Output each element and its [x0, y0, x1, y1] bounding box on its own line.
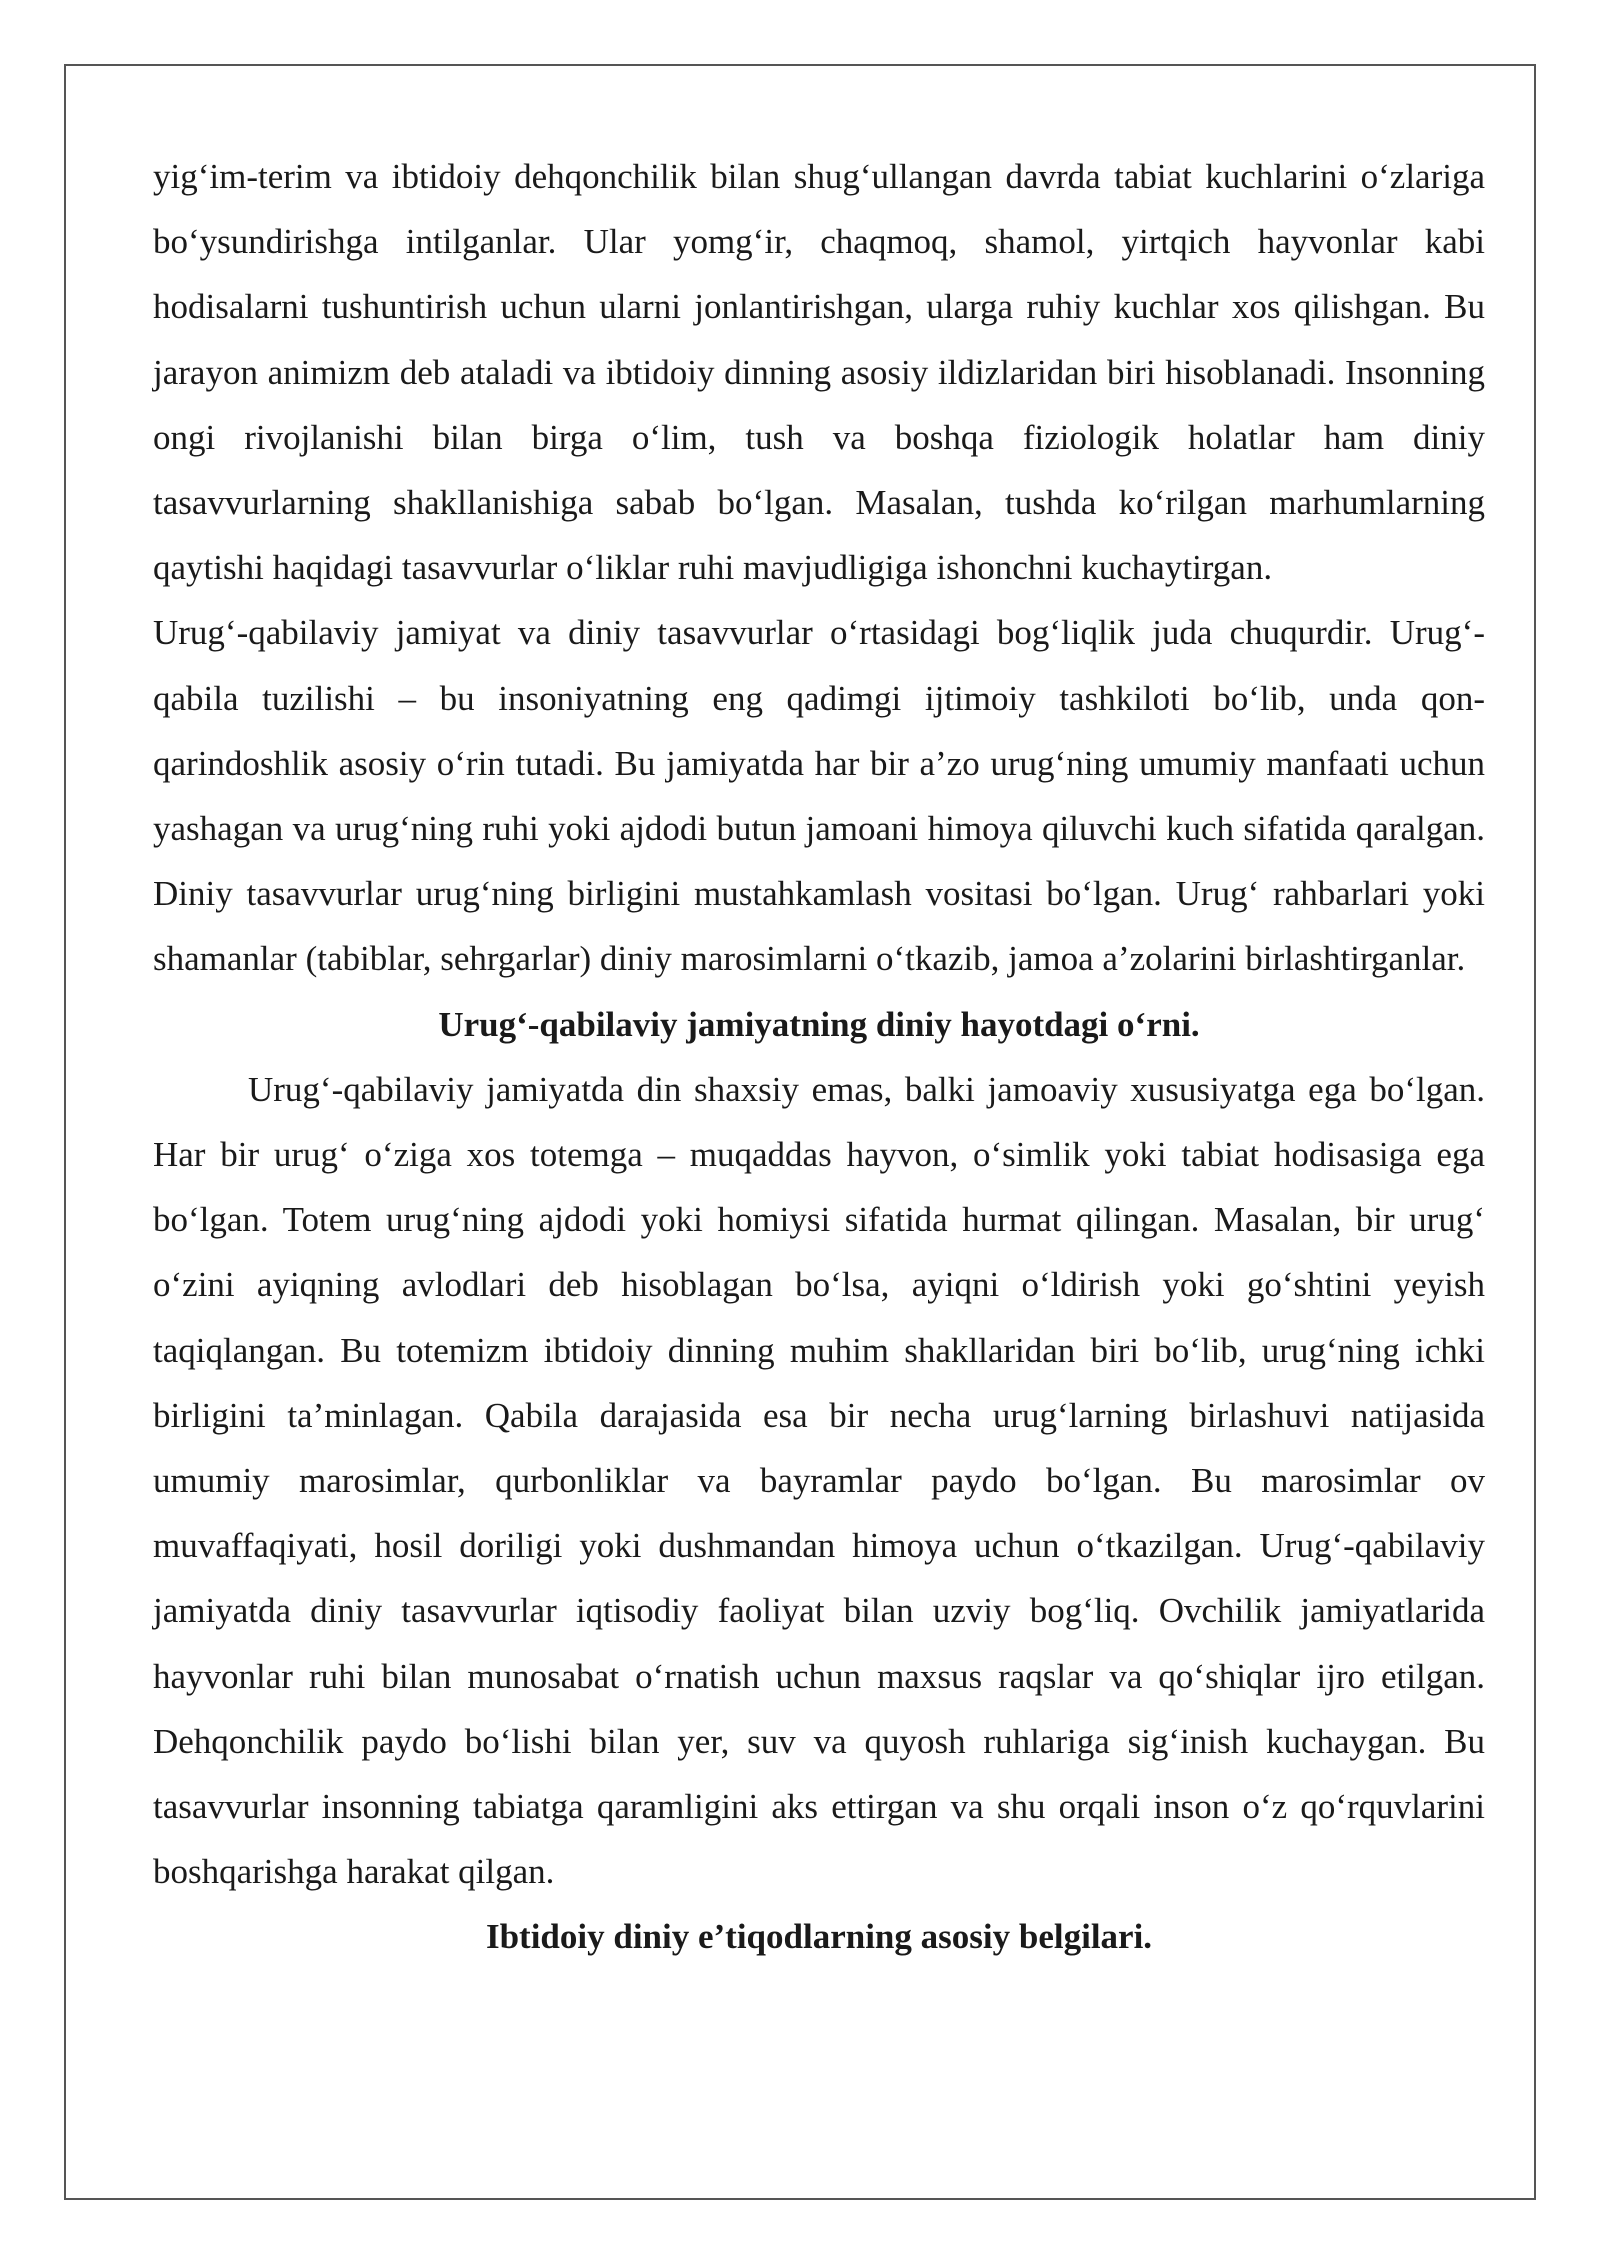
paragraph-animism: yig‘im-terim va ibtidoiy dehqonchilik bilan shug‘ullangan davrda tabiat kuchlarini o‘zlariga bo‘ysundirishga intilganlar. Ular yomg‘ir, chaqmoq, shamol, yirtqich hayvonlar kabi hodisalarni tushuntirish uchun ularni jonlantirishgan, ularga ruhiy kuchlar xos qilishgan. Bu jarayon animizm deb ataladi va ibtidoiy dinning asosiy ildizlaridan biri hisoblanadi. Insonning ongi rivojlanishi bilan birga o‘lim, tush va boshqa fiziologik holatlar ham diniy tasavvurlarning shakllanishiga sabab bo‘lgan. Masalan, tushda ko‘rilgan marhumlarning qaytishi haqidagi tasavvurlar o‘liklar ruhi mavjudligiga ishonchni kuchaytirgan. [153, 157, 1485, 588]
paragraph-clan-society: Urug‘-qabilaviy jamiyat va diniy tasavvurlar o‘rtasidagi bog‘liqlik juda chuqurdir. Urug‘-qabila tuzilishi – bu insoniyatning eng qadimgi ijtimoiy tashkiloti bo‘lib, unda qon-qarindoshlik asosiy o‘rin tutadi. Bu jamiyatda har bir a’zo urug‘ning umumiy manfaati uchun yashagan va urug‘ning ruhi yoki ajdodi butun jamoani himoya qiluvchi kuch sifatida qaralgan. Diniy tasavvurlar urug‘ning birligini mustahkamlash vositasi bo‘lgan. Urug‘ rahbarlari yoki shamanlar (tabiblar, sehrgarlar) diniy marosimlarni o‘tkazib, jamoa a’zolarini birlashtirganlar. [153, 613, 1485, 979]
section-heading-clan-role: Urug‘-qabilaviy jamiyatning diniy hayotdagi o‘rni. [438, 1004, 1200, 1044]
document-body [153, 144, 1485, 1970]
paragraph-totemism: Urug‘-qabilaviy jamiyatda din shaxsiy emas, balki jamoaviy xususiyatga ega bo‘lgan. Har bir urug‘ o‘ziga xos totemga – muqaddas hayvon, o‘simlik yoki tabiat hodisasiga ega bo‘lgan. Totem urug‘ning ajdodi yoki homiysi sifatida hurmat qilingan. Masalan, bir urug‘ o‘zini ayiqning avlodlari deb hisoblagan bo‘lsa, ayiqni o‘ldirish yoki go‘shtini yeyish taqiqlangan. Bu totemizm ibtidoiy dinning muhim shakllaridan biri bo‘lib, urug‘ning ichki birligini ta’minlagan. Qabila darajasida esa bir necha urug‘larning birlashuvi natijasida umumiy marosimlar, qurbonliklar va bayramlar paydo bo‘lgan. Bu marosimlar ov muvaffaqiyati, hosil doriligi yoki dushmandan himoya uchun o‘tkazilgan. Urug‘-qabilaviy jamiyatda diniy tasavvurlar iqtisodiy faoliyat bilan uzviy bog‘liq. Ovchilik jamiyatlarida hayvonlar ruhi bilan munosabat o‘rnatish uchun maxsus raqslar va qo‘shiqlar ijro etilgan. Dehqonchilik paydo bo‘lishi bilan yer, suv va quyosh ruhlariga sig‘inish kuchaygan. Bu tasavvurlar insonning tabiatga qaramligini aks ettirgan va shu orqali inson o‘z qo‘rquvlarini boshqarishga harakat qilgan. [153, 1069, 1485, 1892]
section-heading-beliefs: Ibtidoiy diniy e’tiqodlarning asosiy belgilari. [485, 1917, 1153, 1957]
